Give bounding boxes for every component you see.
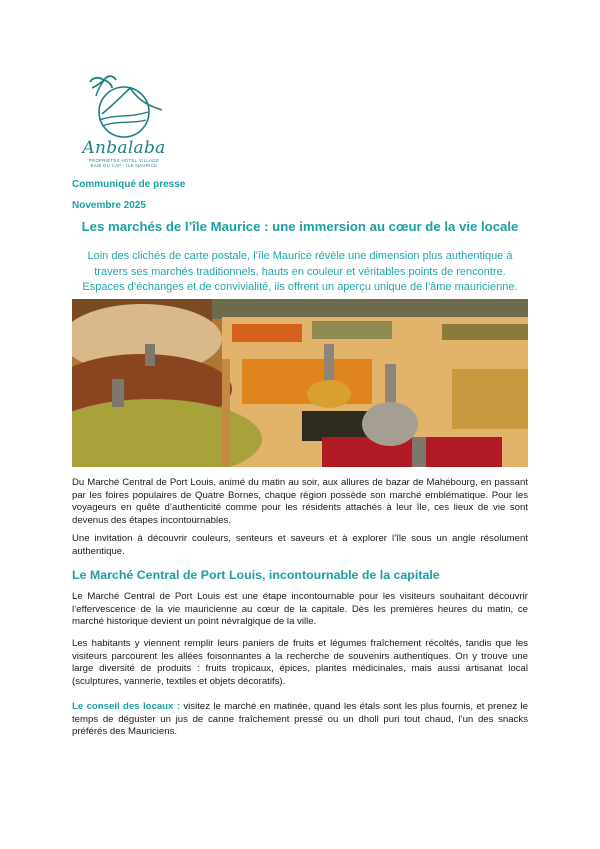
logo-subtitle-line2: BAIE DU CAP · ÎLE MAURICE	[90, 163, 158, 168]
section-paragraph-2: Les habitants y viennent remplir leurs paniers de fruits et légumes fraîchement récoltés, tandis que les visiteurs parcourent les allées foisonnantes à la recherche de souvenirs authentiques. On y trouve une large diversité de produits : fruits tropicaux, épices, plantes médicinales, mais aussi artisanat local (sculptures, vannerie, textiles et objets décoratifs).	[72, 638, 528, 688]
spice-market-illustration	[72, 299, 528, 467]
logo-name: Anbalaba	[82, 138, 166, 158]
section-heading: Le Marché Central de Port Louis, incontournable de la capitale	[72, 568, 440, 582]
press-release-label: Communiqué de presse	[72, 179, 186, 190]
intro-paragraph-2: Une invitation à découvrir couleurs, senteurs et saveurs et à explorer l’île sous un angle résolument authentique.	[72, 533, 528, 557]
market-spices-photo	[72, 299, 528, 467]
local-tip-text: visitez le marché en matinée, quand les étals sont les plus fournis, et prenez le temps de déguster un jus de canne fraîchement pressé ou un dholl puri tout chaud, l’un des snacks préférés des Mauriciens.	[72, 701, 528, 738]
brand-logo	[78, 74, 170, 166]
intro-paragraph-1: Du Marché Central de Port Louis, animé du matin au soir, aux allures de bazar de Mahébourg, en passant par les foires populaires de Quatre Bornes, chaque région possède son marché emblématique. Pour les voyageurs en quête d’authenticité comme pour les résidents attachés à leur île, ces lieux de vie sont devenus des étapes incontournables.	[72, 477, 528, 527]
logo-subtitle-line1: PROPRIÉTÉS HOTEL VILLAGE	[88, 158, 160, 163]
section-paragraph-1: Le Marché Central de Port Louis est une étape incontournable pour les visiteurs souhaitant découvrir l’effervescence de la vie mauricienne au cœur de la capitale. Dès les premières heures du matin, ce marché historique devient un point névralgique de la ville.	[72, 591, 528, 628]
page-title: Les marchés de l’île Maurice : une immersion au cœur de la vie locale	[81, 219, 519, 234]
logo-emblem-icon	[78, 74, 170, 140]
local-tip-paragraph	[72, 701, 528, 739]
local-tip-label: Le conseil des locaux :	[72, 701, 180, 712]
release-date: Novembre 2025	[72, 200, 146, 211]
lead-paragraph: Loin des clichés de carte postale, l’île Maurice révèle une dimension plus authentique à travers ses marchés traditionnels, hauts en couleur et véritables points de rencontre. Espaces d’échanges et de convivialité, ils offrent un aperçu unique de l’âme mauricienne.	[82, 250, 518, 293]
